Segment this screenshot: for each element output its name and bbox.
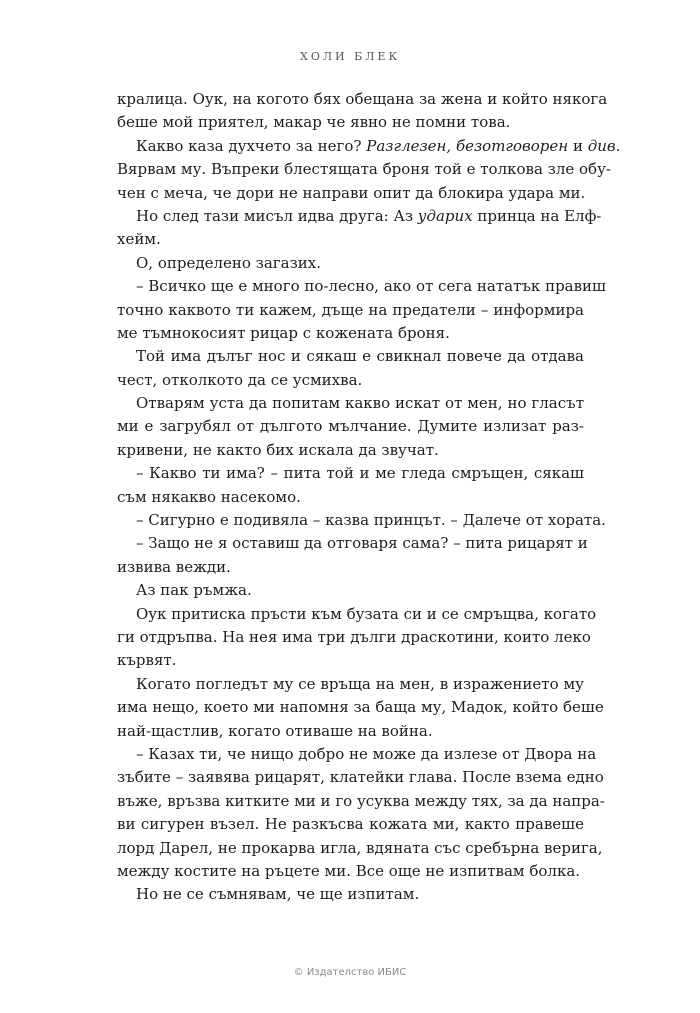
text-line [117,673,584,696]
text-segment: Оук притиска пръсти към бузата си и се смръщва, когато [136,604,597,623]
text-line [117,743,597,766]
text-segment: чест, отколкото да се усмихва. [117,370,363,389]
text-line [117,345,584,368]
text-line [117,649,584,672]
text-line [117,299,584,322]
text-line [117,532,588,555]
text-segment: Какво каза духчето за него? [136,136,367,155]
text-line [117,626,591,649]
text-segment: най-щастлив, когато отиваше на война. [117,721,433,740]
text-line [117,883,584,906]
text-segment: ме тъмнокосият рицар с кожената броня. [117,323,450,342]
running-head: ХОЛИ БЛЕК [300,50,400,63]
text-line [117,603,597,626]
publisher-footer: © Издателство ИБИС [293,967,407,978]
text-line [117,579,584,602]
text-line [117,696,604,719]
italic-phrase: ударих [417,206,473,225]
text-segment: принца на Елф- [472,206,602,225]
text-segment: има нещо, което ми напомня за баща му, Мадок, който беше [117,698,604,717]
text-segment: зъбите – заявява рицарят, клатейки глава. После взема едно [117,768,604,787]
italic-phrase: Разглезен, безотговорен [366,136,569,155]
text-line [117,135,621,158]
text-line [117,158,611,181]
text-segment: съм някакво насекомо. [117,487,301,506]
text-segment: Аз пак ръмжа. [136,581,252,600]
text-segment: ги отдръпва. На нея има три дълги драскотини, които леко [117,627,591,646]
text-segment: чен с меча, че дори не направи опит да блокира удара ми. [117,183,586,202]
text-line [117,415,584,438]
text-line [117,462,584,485]
text-line [117,182,584,205]
text-segment: – Всичко ще е много по-лесно, ако от сега нататък правиш [136,277,606,296]
text-line [117,790,605,813]
text-line [117,275,606,298]
text-segment: и [568,136,588,155]
text-segment: хейм. [117,230,161,249]
body-text [117,88,621,907]
text-line [117,228,584,251]
text-line [117,766,604,789]
text-line [117,88,608,111]
text-line [117,509,606,532]
text-segment: лорд Дарел, не прокарва игла, вдяната със сребърна верига, [117,838,603,857]
text-segment: Но не се съмнявам, че ще изпитам. [136,885,420,904]
text-segment: беше мой приятел, макар че явно не помни това. [117,113,511,132]
text-segment: въже, връзва китките ми и го усуква между тях, за да напра- [117,791,605,810]
text-segment: ми е загрубял от дългото мълчание. Думите излизат раз- [117,417,584,436]
text-line [117,111,584,134]
text-line [117,860,584,883]
text-segment: – Казах ти, че нищо добро не може да излезе от Двора на [136,744,597,763]
text-segment: – Сигурно е подивяла – казва принцът. – Далече от хората. [136,511,606,530]
text-segment: ви сигурен възел. Не разкъсва кожата ми, както правеше [117,815,584,834]
text-line [117,486,584,509]
text-segment: Когато погледът му се връща на мен, в изражението му [136,674,584,693]
text-segment: извива вежди. [117,557,231,576]
text-line [117,556,584,579]
text-segment: – Какво ти има? – пита той и ме гледа смръщен, сякаш [136,464,584,483]
text-segment: О, определено загазих. [136,253,321,272]
text-segment: Но след тази мисъл идва друга: Аз [136,206,418,225]
text-line [117,392,584,415]
text-segment: – Защо не я оставиш да отговаря сама? – пита рицарят и [136,534,588,553]
text-segment: Той има дълъг нос и сякаш е свикнал повече да отдава [136,347,584,366]
text-line [117,252,584,275]
text-line [117,369,584,392]
text-segment: Отварям уста да попитам какво искат от мен, но гласът [136,394,584,413]
text-segment: точно каквото ти кажем, дъще на предатели – информира [117,300,584,319]
text-segment: кървят. [117,651,177,670]
text-line [117,322,584,345]
italic-phrase: див. [587,136,621,155]
text-segment: кривени, не както бих искала да звучат. [117,440,439,459]
text-line [117,439,584,462]
text-segment: Вярвам му. Въпреки блестящата броня той е толкова зле обу- [117,160,611,179]
text-line [117,720,584,743]
text-segment: кралица. Оук, на когото бях обещана за жена и който някога [117,90,608,108]
text-line [117,205,602,228]
text-line [117,813,584,836]
text-line [117,837,603,860]
text-segment: между костите на ръцете ми. Все още не изпитвам болка. [117,861,581,880]
